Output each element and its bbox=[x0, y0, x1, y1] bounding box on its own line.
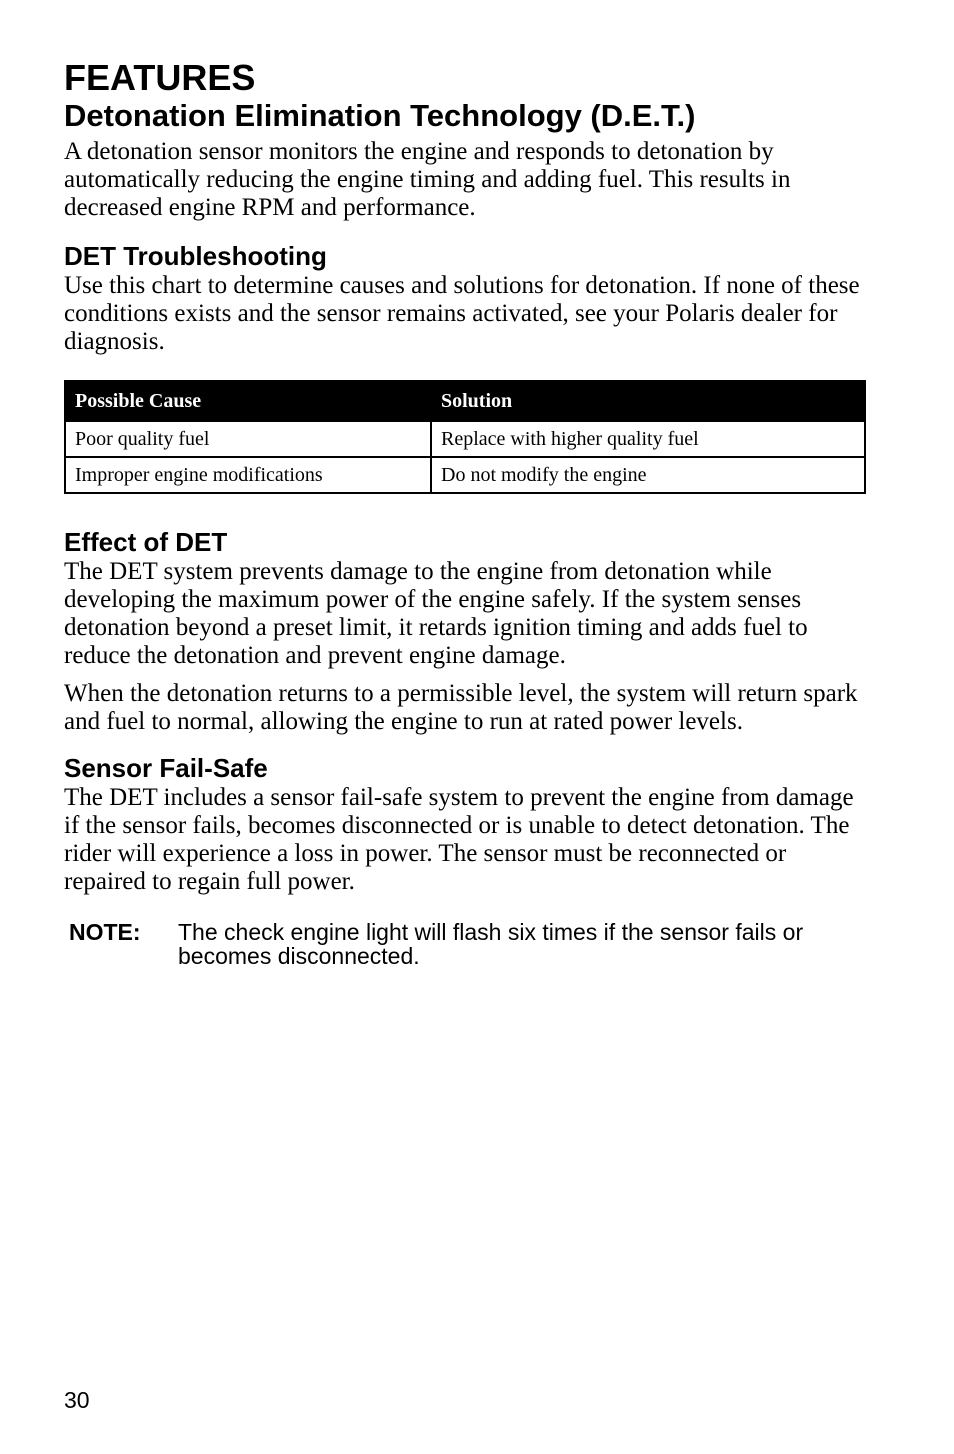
table-row bbox=[65, 457, 865, 493]
note-label: NOTE: bbox=[69, 919, 141, 945]
table-cell-solution: Do not modify the engine bbox=[431, 457, 865, 493]
main-heading: Detonation Elimination Technology (D.E.T.) bbox=[64, 98, 696, 133]
effect-heading: Effect of DET bbox=[64, 527, 228, 557]
note-block bbox=[69, 920, 866, 968]
table-cell-cause: Poor quality fuel bbox=[65, 421, 431, 457]
table-header-row bbox=[65, 381, 865, 421]
manual-page bbox=[64, 58, 866, 968]
fail-safe-heading: Sensor Fail-Safe bbox=[64, 753, 268, 783]
troubleshooting-paragraph: Use this chart to determine causes and solutions for detonation. If none of these conditions exists and the sensor remains activated, see your Polaris dealer for diagnosis. bbox=[64, 272, 860, 355]
note-text: The check engine light will flash six times if the sensor fails or becomes disconnected. bbox=[178, 919, 804, 969]
page-number: 30 bbox=[64, 1387, 90, 1413]
intro-paragraph: A detonation sensor monitors the engine and responds to detonation by automatically reducing the engine timing and adding fuel. This results in decreased engine RPM and performance. bbox=[64, 138, 791, 221]
table-row bbox=[65, 421, 865, 457]
troubleshooting-table bbox=[64, 380, 866, 494]
troubleshooting-heading: DET Troubleshooting bbox=[64, 241, 327, 271]
column-header-solution: Solution bbox=[431, 381, 865, 421]
fail-safe-paragraph: The DET includes a sensor fail-safe system to prevent the engine from damage if the sensor fails, becomes disconnected or is unable to detect detonation. The rider will experience a loss in power. The sensor must be reconnected or repaired to regain full power. bbox=[64, 784, 854, 895]
table-cell-solution: Replace with higher quality fuel bbox=[431, 421, 865, 457]
section-title: FEATURES bbox=[64, 57, 256, 98]
effect-paragraph-1: The DET system prevents damage to the engine from detonation while developing the maximum power of the engine safely. If the system senses detonation beyond a preset limit, it retards ignition timing and adds fuel to reduce the detonation and prevent engine damage. bbox=[64, 558, 808, 669]
column-header-possible-cause: Possible Cause bbox=[65, 381, 431, 421]
table-cell-cause: Improper engine modifications bbox=[65, 457, 431, 493]
effect-paragraph-2: When the detonation returns to a permissible level, the system will return spark and fuel to normal, allowing the engine to run at rated power levels. bbox=[64, 680, 858, 735]
